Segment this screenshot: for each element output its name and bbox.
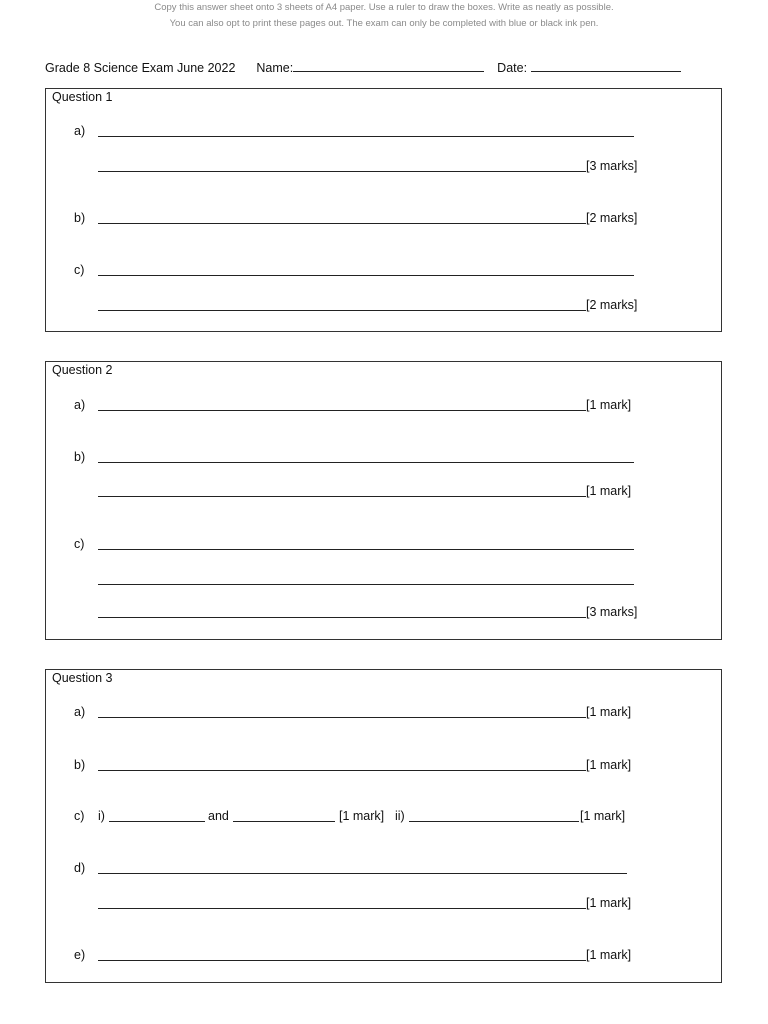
question-2-part-c-line-3 bbox=[46, 605, 721, 621]
answer-line[interactable] bbox=[109, 821, 205, 822]
question-3-part-d bbox=[46, 861, 721, 877]
answer-line[interactable] bbox=[98, 171, 586, 172]
question-2-part-a bbox=[46, 398, 721, 414]
answer-line[interactable] bbox=[98, 584, 634, 585]
part-label: b) bbox=[74, 450, 86, 464]
question-2-part-b-continued bbox=[46, 484, 721, 500]
question-1-part-a bbox=[46, 124, 721, 140]
instructions-line-1: Copy this answer sheet onto 3 sheets of A4 paper. Use a ruler to draw the boxes. Write as neatly as possible. bbox=[154, 2, 614, 13]
question-1-part-c-continued bbox=[46, 298, 721, 314]
question-3-box bbox=[45, 669, 722, 983]
exam-header bbox=[45, 59, 681, 75]
sub-part-ii-label: ii) bbox=[395, 809, 405, 823]
instructions bbox=[0, 0, 768, 32]
marks-label: [1 mark] bbox=[586, 758, 632, 772]
part-label: e) bbox=[74, 948, 86, 962]
part-label: c) bbox=[74, 263, 85, 277]
answer-line[interactable] bbox=[98, 770, 586, 771]
answer-line[interactable] bbox=[98, 617, 586, 618]
marks-label: [2 marks] bbox=[586, 298, 638, 312]
marks-label: [1 mark] bbox=[580, 809, 626, 823]
question-3-part-c bbox=[46, 809, 721, 825]
marks-label: [1 mark] bbox=[586, 705, 632, 719]
question-3-part-d-continued bbox=[46, 896, 721, 912]
marks-label: [1 mark] bbox=[586, 896, 632, 910]
answer-line[interactable] bbox=[98, 496, 586, 497]
question-2-part-c bbox=[46, 537, 721, 553]
answer-line[interactable] bbox=[98, 717, 586, 718]
question-2-part-c-line-2 bbox=[46, 572, 721, 588]
marks-label: [1 mark] bbox=[586, 398, 632, 412]
name-field[interactable] bbox=[293, 59, 484, 72]
answer-line[interactable] bbox=[98, 462, 634, 463]
marks-label: [3 marks] bbox=[586, 159, 638, 173]
answer-line[interactable] bbox=[98, 310, 586, 311]
name-label: Name: bbox=[256, 61, 294, 75]
exam-title: Grade 8 Science Exam June 2022 bbox=[45, 61, 236, 75]
answer-line[interactable] bbox=[98, 960, 586, 961]
answer-line[interactable] bbox=[98, 908, 586, 909]
marks-label: [1 mark] bbox=[586, 484, 632, 498]
sub-part-i-label: i) bbox=[98, 809, 105, 823]
answer-line[interactable] bbox=[98, 136, 634, 137]
and-label: and bbox=[208, 809, 229, 823]
part-label: c) bbox=[74, 537, 85, 551]
part-label: a) bbox=[74, 705, 86, 719]
date-field[interactable] bbox=[531, 59, 681, 72]
marks-label: [2 marks] bbox=[586, 211, 638, 225]
question-1-box bbox=[45, 88, 722, 332]
answer-line[interactable] bbox=[98, 275, 634, 276]
question-1-part-c bbox=[46, 263, 721, 279]
answer-line[interactable] bbox=[98, 410, 586, 411]
answer-line[interactable] bbox=[98, 223, 586, 224]
marks-label: [1 mark] bbox=[586, 948, 632, 962]
answer-line[interactable] bbox=[98, 549, 634, 550]
part-label: a) bbox=[74, 398, 86, 412]
question-1-title: Question 1 bbox=[52, 90, 113, 104]
answer-line[interactable] bbox=[233, 821, 335, 822]
question-1-part-b bbox=[46, 211, 721, 227]
part-label: b) bbox=[74, 758, 86, 772]
question-2-title: Question 2 bbox=[52, 363, 113, 377]
marks-label: [1 mark] bbox=[339, 809, 385, 823]
part-label: b) bbox=[74, 211, 86, 225]
part-label: c) bbox=[74, 809, 85, 823]
part-label: a) bbox=[74, 124, 86, 138]
question-3-title: Question 3 bbox=[52, 671, 113, 685]
question-2-part-b bbox=[46, 450, 721, 466]
marks-label: [3 marks] bbox=[586, 605, 638, 619]
instructions-line-2: You can also opt to print these pages out. The exam can only be completed with blue or black ink pen. bbox=[169, 18, 599, 29]
question-3-part-e bbox=[46, 948, 721, 964]
date-label: Date: bbox=[497, 61, 528, 75]
answer-line[interactable] bbox=[409, 821, 579, 822]
question-3-part-a bbox=[46, 705, 721, 721]
question-3-part-b bbox=[46, 758, 721, 774]
question-2-box bbox=[45, 361, 722, 640]
question-1-part-a-continued bbox=[46, 159, 721, 175]
part-label: d) bbox=[74, 861, 86, 875]
answer-line[interactable] bbox=[98, 873, 627, 874]
